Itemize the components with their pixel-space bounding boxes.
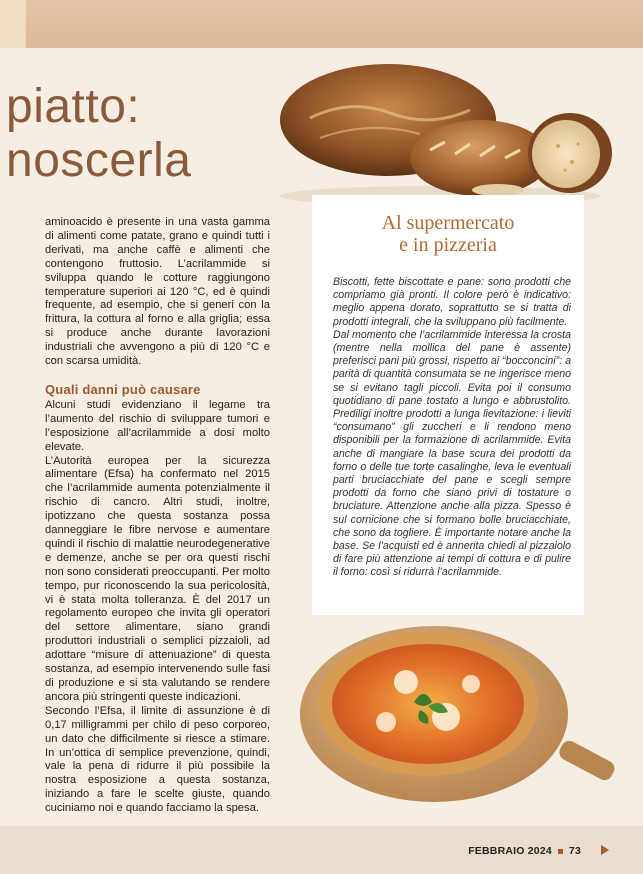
sidebar-title-line-1: Al supermercato xyxy=(381,212,515,234)
sidebar-paragraph-1: Biscotti, fette biscottate e pane: sono prodotti che compriamo già pronti. Il colore però è indicativo: meglio appena dorato, soprattutto se si tratta di prodotti integrali, che la sviluppano più facilmente. xyxy=(333,276,571,328)
issue-date: FEBBRAIO 2024 xyxy=(468,845,552,857)
headline-line-1: piatto: xyxy=(6,80,141,133)
separator-square-icon xyxy=(558,849,563,854)
bread-photo xyxy=(270,58,615,208)
article-column xyxy=(45,216,270,816)
top-band xyxy=(0,0,643,48)
headline-line-2: noscerla xyxy=(6,134,192,187)
article-paragraph-1: Alcuni studi evidenziano il legame tra l’aumento del rischio di sviluppare tumori e l’esposizione all’acrilammide a dosi molto elevate. xyxy=(45,398,270,453)
article-paragraph-3: Secondo l’Efsa, il limite di assunzione è di 0,17 milligrammi per chilo di peso corporeo, un dato che difficilmente si riesce a stimare. In un’ottica di semplice prevenzione, quindi, vale la pena di ridurre il più possibile la nostra esposizione a questa sostanza, iniziando a fare le scelte giuste, quando cuciniamo noi e quando facciamo la spesa. xyxy=(45,704,270,815)
sidebar-title xyxy=(312,212,584,256)
article-paragraph-2: L’Autorità europea per la sicurezza alimentare (Efsa) ha confermato nel 2015 che l’acrilammide aumenta potenzialmente il rischio di cancro. Altri studi, inoltre, ipotizzano che questa sostanza possa danneggiare le fibre nervose e aumentare quindi il rischio di malattie neurodegenerative e demenze, anche se per ora questi rischi non sono considerati preoccupanti. Per molto tempo, pur riconoscendo la sua pericolosità, vi è stata molta tolleranza. È del 2017 un regolamento europeo che invita gli operatori del settore alimentare, siano grandi produttori industriali o semplici pizzaioli, ad adottare “misure di attenuazione” di questa sostanza, ad esempio intervenendo sulle fasi di produzione e si sta valutando se rendere ancora più stringenti queste indicazioni. xyxy=(45,454,270,703)
footer-info xyxy=(468,845,601,857)
sidebar-paragraph-2: Dal momento che l’acrilammide interessa la crosta (mentre nella mollica del pane è assente) preferisci pani più grossi, rispetto ai “bocconcini”: a parità di quantità consumata se ne ingerisce meno se si evitano tagli piccoli. Evita poi il consumo quotidiano di pane tostato a lungo e abbrustolito. Prediligi inoltre prodotti a lunga lievitazione: i lieviti “consumano” gli zuccheri e li rendono meno disponibili per la formazione di acrilammide. Evita anche di mangiare la base scura dei prodotti da forno o delle tue torte casalinghe, leva le eventuali parti bruciacchiate del pane e scegli sempre prodotti da forno che siano privi di tostature o bruciature. Attenzione anche alla pizza. Spesso è sul cornicione che si formano bolle bruciacchiate, che sono da togliere. È importante notare anche la base. Se l’acquisti ed è annerita chiedi al pizzaiolo di fare più attenzione ai tempi di cottura e di pulire il forno: così si ridurrà l’acrilammide. xyxy=(333,328,571,579)
next-arrow-icon[interactable] xyxy=(601,845,609,855)
pizza-photo xyxy=(296,622,626,807)
article-intro: aminoacido è presente in una vasta gamma di alimenti come patate, grano e quindi tutti i derivati, ma anche caffè e alimenti che contengono fruttosio. L’acrilammide si sviluppa quando le cotture raggiungono temperature superiori ai 120 °C, ed è quindi frequente, ad esempio, che si generi con la frittura, la cottura al forno e alla griglia; essa si produce anche durante lavorazioni industriali che avvengono a più di 120 °C e con scarsa umidità. xyxy=(45,216,270,368)
sidebar-title-line-2: e in pizzeria xyxy=(399,234,497,256)
page-headline xyxy=(6,80,296,188)
section-heading: Quali danni può causare xyxy=(45,381,201,397)
top-band-left xyxy=(0,0,26,48)
sidebar-text xyxy=(333,276,571,580)
page-number: 73 xyxy=(568,845,581,857)
